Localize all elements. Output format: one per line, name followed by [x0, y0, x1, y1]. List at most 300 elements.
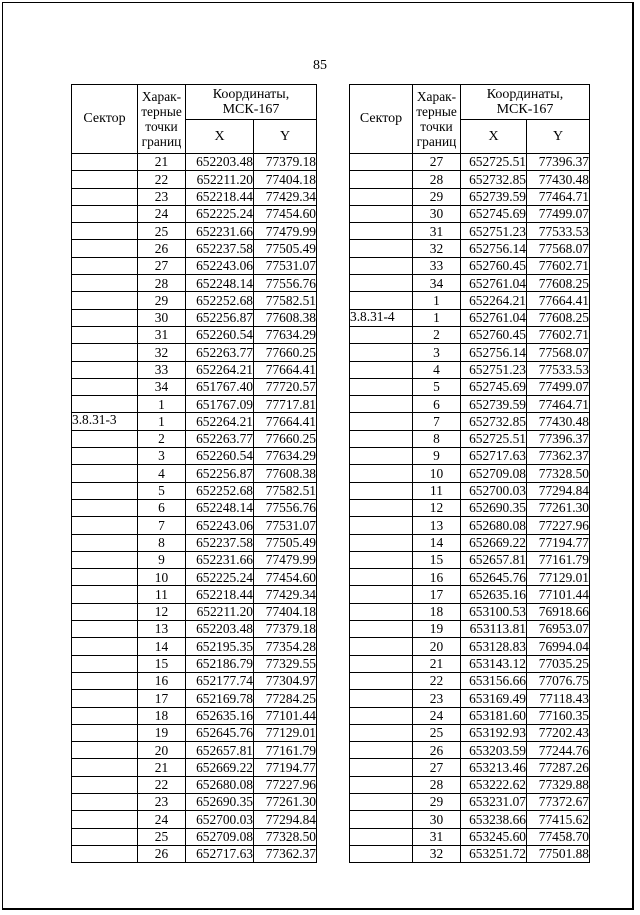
point-number-cell: 19 — [413, 621, 461, 638]
header-char-line-4: границ — [141, 134, 182, 149]
y-coordinate-cell: 77464.71 — [527, 188, 590, 205]
x-coordinate-cell: 652256.87 — [186, 309, 254, 326]
point-number-cell: 14 — [138, 638, 186, 655]
x-coordinate-cell: 653213.46 — [461, 759, 527, 776]
point-number-cell: 24 — [413, 707, 461, 724]
y-coordinate-cell: 77362.37 — [254, 845, 317, 862]
x-coordinate-cell: 652231.66 — [186, 551, 254, 568]
sector-cell — [350, 154, 413, 171]
sector-cell — [72, 759, 138, 776]
header-coord-line-1: Координаты, — [486, 87, 564, 102]
y-coordinate-cell: 77415.62 — [527, 811, 590, 828]
x-coordinate-cell: 652756.14 — [461, 240, 527, 257]
y-coordinate-cell: 77118.43 — [527, 690, 590, 707]
y-coordinate-cell: 77261.30 — [254, 793, 317, 810]
x-coordinate-cell: 652700.03 — [186, 811, 254, 828]
sector-cell: 3.8.31-3 — [72, 413, 138, 430]
y-coordinate-cell: 77602.71 — [527, 326, 590, 343]
point-number-cell: 9 — [138, 551, 186, 568]
x-coordinate-cell: 652657.81 — [186, 742, 254, 759]
point-number-cell: 6 — [413, 396, 461, 413]
point-number-cell: 15 — [413, 551, 461, 568]
y-coordinate-cell: 77129.01 — [254, 724, 317, 741]
table-row — [72, 292, 317, 309]
point-number-cell: 21 — [413, 655, 461, 672]
sector-cell — [350, 378, 413, 395]
header-sector: Сектор — [350, 85, 413, 154]
table-row — [72, 171, 317, 188]
sector-cell — [350, 551, 413, 568]
y-coordinate-cell: 77664.41 — [254, 361, 317, 378]
header-char-points — [138, 85, 186, 154]
point-number-cell: 17 — [413, 586, 461, 603]
y-coordinate-cell: 77101.44 — [527, 586, 590, 603]
x-coordinate-cell: 652732.85 — [461, 171, 527, 188]
y-coordinate-cell: 77404.18 — [254, 171, 317, 188]
y-coordinate-cell: 77634.29 — [254, 448, 317, 465]
sector-cell — [350, 845, 413, 862]
point-number-cell: 1 — [413, 309, 461, 326]
x-coordinate-cell: 652260.54 — [186, 448, 254, 465]
table-row — [350, 205, 590, 222]
table-row — [72, 240, 317, 257]
x-coordinate-cell: 652657.81 — [461, 551, 527, 568]
y-coordinate-cell: 77505.49 — [254, 240, 317, 257]
header-coord-line-1: Координаты, — [212, 87, 290, 102]
table-row — [350, 707, 590, 724]
y-coordinate-cell: 77202.43 — [527, 724, 590, 741]
sector-cell — [350, 690, 413, 707]
x-coordinate-cell: 652203.48 — [186, 621, 254, 638]
y-coordinate-cell: 77294.84 — [254, 811, 317, 828]
header-y: Y — [254, 120, 317, 154]
y-coordinate-cell: 77430.48 — [527, 171, 590, 188]
sector-cell — [350, 499, 413, 516]
sector-cell — [72, 828, 138, 845]
point-number-cell: 32 — [138, 344, 186, 361]
sector-cell — [72, 655, 138, 672]
x-coordinate-cell: 652745.69 — [461, 378, 527, 395]
point-number-cell: 8 — [138, 534, 186, 551]
point-number-cell: 2 — [413, 326, 461, 343]
point-number-cell: 23 — [138, 793, 186, 810]
y-coordinate-cell: 77533.53 — [527, 361, 590, 378]
point-number-cell: 26 — [138, 845, 186, 862]
y-coordinate-cell: 77035.25 — [527, 655, 590, 672]
x-coordinate-cell: 653100.53 — [461, 603, 527, 620]
table-row — [72, 326, 317, 343]
x-coordinate-cell: 653222.62 — [461, 776, 527, 793]
y-coordinate-cell: 77396.37 — [527, 430, 590, 447]
y-coordinate-cell: 77608.38 — [254, 465, 317, 482]
sector-cell — [72, 499, 138, 516]
table-row — [350, 724, 590, 741]
sector-cell — [72, 845, 138, 862]
table-row — [72, 828, 317, 845]
point-number-cell: 27 — [138, 257, 186, 274]
x-coordinate-cell: 653143.12 — [461, 655, 527, 672]
x-coordinate-cell: 652690.35 — [461, 499, 527, 516]
y-coordinate-cell: 77720.57 — [254, 378, 317, 395]
x-coordinate-cell: 652725.51 — [461, 430, 527, 447]
sector-cell — [350, 344, 413, 361]
y-coordinate-cell: 77660.25 — [254, 344, 317, 361]
y-coordinate-cell: 76953.07 — [527, 621, 590, 638]
y-coordinate-cell: 77372.67 — [527, 793, 590, 810]
x-coordinate-cell: 652732.85 — [461, 413, 527, 430]
point-number-cell: 31 — [138, 326, 186, 343]
y-coordinate-cell: 77261.30 — [527, 499, 590, 516]
header-char-line-4: границ — [416, 134, 457, 149]
x-coordinate-cell: 652760.45 — [461, 257, 527, 274]
point-number-cell: 34 — [413, 275, 461, 292]
x-coordinate-cell: 652717.63 — [186, 845, 254, 862]
point-number-cell: 22 — [138, 776, 186, 793]
point-number-cell: 20 — [138, 742, 186, 759]
x-coordinate-cell: 653128.83 — [461, 638, 527, 655]
y-coordinate-cell: 77328.50 — [254, 828, 317, 845]
point-number-cell: 28 — [138, 275, 186, 292]
x-coordinate-cell: 653245.60 — [461, 828, 527, 845]
table-row — [350, 240, 590, 257]
sector-cell — [72, 742, 138, 759]
point-number-cell: 10 — [413, 465, 461, 482]
x-coordinate-cell: 652218.44 — [186, 586, 254, 603]
table-row — [350, 845, 590, 862]
sector-cell — [350, 205, 413, 222]
x-coordinate-cell: 652169.78 — [186, 690, 254, 707]
y-coordinate-cell: 77379.18 — [254, 621, 317, 638]
point-number-cell: 30 — [413, 205, 461, 222]
y-coordinate-cell: 77304.97 — [254, 672, 317, 689]
x-coordinate-cell: 652669.22 — [461, 534, 527, 551]
point-number-cell: 18 — [413, 603, 461, 620]
x-coordinate-cell: 653231.07 — [461, 793, 527, 810]
point-number-cell: 24 — [138, 205, 186, 222]
point-number-cell: 12 — [138, 603, 186, 620]
sector-cell — [72, 603, 138, 620]
x-coordinate-cell: 652761.04 — [461, 275, 527, 292]
table-row — [72, 413, 317, 430]
table-row — [350, 793, 590, 810]
sector-cell — [350, 621, 413, 638]
x-coordinate-cell: 651767.09 — [186, 396, 254, 413]
y-coordinate-cell: 77430.48 — [527, 413, 590, 430]
sector-cell — [350, 724, 413, 741]
y-coordinate-cell: 77404.18 — [254, 603, 317, 620]
sector-cell — [72, 240, 138, 257]
point-number-cell: 18 — [138, 707, 186, 724]
table-row — [350, 309, 590, 326]
y-coordinate-cell: 77329.55 — [254, 655, 317, 672]
x-coordinate-cell: 652243.06 — [186, 517, 254, 534]
table-row — [350, 275, 590, 292]
table-row — [72, 482, 317, 499]
table-row — [350, 448, 590, 465]
table-row — [350, 378, 590, 395]
table-row — [72, 551, 317, 568]
table-row — [350, 690, 590, 707]
point-number-cell: 1 — [413, 292, 461, 309]
table-row — [72, 603, 317, 620]
sector-cell — [72, 223, 138, 240]
table-row — [350, 672, 590, 689]
table-row — [72, 672, 317, 689]
table-row — [72, 621, 317, 638]
table-row — [72, 465, 317, 482]
x-coordinate-cell: 653113.81 — [461, 621, 527, 638]
x-coordinate-cell: 652264.21 — [461, 292, 527, 309]
point-number-cell: 11 — [138, 586, 186, 603]
point-number-cell: 3 — [138, 448, 186, 465]
y-coordinate-cell: 77556.76 — [254, 275, 317, 292]
sector-cell — [72, 292, 138, 309]
y-coordinate-cell: 77227.96 — [254, 776, 317, 793]
sector-cell — [350, 430, 413, 447]
y-coordinate-cell: 77582.51 — [254, 292, 317, 309]
sector-cell — [72, 482, 138, 499]
header-char-line-2: терные — [141, 104, 182, 119]
x-coordinate-cell: 652751.23 — [461, 223, 527, 240]
y-coordinate-cell: 77660.25 — [254, 430, 317, 447]
point-number-cell: 13 — [413, 517, 461, 534]
table-row — [72, 223, 317, 240]
y-coordinate-cell: 76918.66 — [527, 603, 590, 620]
sector-cell — [72, 275, 138, 292]
point-number-cell: 14 — [413, 534, 461, 551]
x-coordinate-cell: 652211.20 — [186, 603, 254, 620]
header-char-line-1: Харак- — [141, 89, 182, 104]
y-coordinate-cell: 77531.07 — [254, 257, 317, 274]
coordinates-table-left — [71, 84, 317, 863]
point-number-cell: 4 — [138, 465, 186, 482]
point-number-cell: 1 — [138, 396, 186, 413]
sector-cell — [72, 154, 138, 171]
header-char-line-3: точки — [145, 119, 178, 134]
table-row — [72, 448, 317, 465]
table-row — [350, 482, 590, 499]
table-row — [350, 811, 590, 828]
x-coordinate-cell: 652237.58 — [186, 240, 254, 257]
table-row — [350, 326, 590, 343]
point-number-cell: 31 — [413, 223, 461, 240]
table-row — [72, 361, 317, 378]
x-coordinate-cell: 652203.48 — [186, 154, 254, 171]
y-coordinate-cell: 77499.07 — [527, 205, 590, 222]
table-row — [350, 621, 590, 638]
x-coordinate-cell: 652248.14 — [186, 499, 254, 516]
point-number-cell: 23 — [413, 690, 461, 707]
header-char-line-1: Харак- — [416, 89, 457, 104]
sector-cell — [72, 326, 138, 343]
point-number-cell: 9 — [413, 448, 461, 465]
sector-cell — [350, 171, 413, 188]
x-coordinate-cell: 652218.44 — [186, 188, 254, 205]
y-coordinate-cell: 77194.77 — [527, 534, 590, 551]
x-coordinate-cell: 652717.63 — [461, 448, 527, 465]
y-coordinate-cell: 77582.51 — [254, 482, 317, 499]
header-coordinates — [186, 85, 317, 120]
sector-cell — [72, 396, 138, 413]
point-number-cell: 1 — [138, 413, 186, 430]
point-number-cell: 22 — [138, 171, 186, 188]
table-row — [72, 586, 317, 603]
table-row — [72, 845, 317, 862]
sector-cell — [350, 240, 413, 257]
point-number-cell: 32 — [413, 240, 461, 257]
y-coordinate-cell: 77479.99 — [254, 223, 317, 240]
sector-cell — [350, 292, 413, 309]
y-coordinate-cell: 77479.99 — [254, 551, 317, 568]
x-coordinate-cell: 653169.49 — [461, 690, 527, 707]
x-coordinate-cell: 652256.87 — [186, 465, 254, 482]
sector-cell — [72, 344, 138, 361]
x-coordinate-cell: 653156.66 — [461, 672, 527, 689]
sector-cell — [72, 378, 138, 395]
y-coordinate-cell: 77608.38 — [254, 309, 317, 326]
y-coordinate-cell: 77076.75 — [527, 672, 590, 689]
sector-cell — [72, 309, 138, 326]
sector-cell — [72, 430, 138, 447]
x-coordinate-cell: 652700.03 — [461, 482, 527, 499]
y-coordinate-cell: 77362.37 — [527, 448, 590, 465]
header-char-line-2: терные — [416, 104, 457, 119]
sector-cell — [72, 205, 138, 222]
table-row — [350, 776, 590, 793]
y-coordinate-cell: 77454.60 — [254, 205, 317, 222]
sector-cell — [72, 361, 138, 378]
table-row — [72, 811, 317, 828]
x-coordinate-cell: 652237.58 — [186, 534, 254, 551]
point-number-cell: 5 — [138, 482, 186, 499]
table-row — [350, 603, 590, 620]
header-x: X — [461, 120, 527, 154]
point-number-cell: 27 — [413, 154, 461, 171]
table-body-right — [350, 154, 590, 863]
x-coordinate-cell: 652225.24 — [186, 569, 254, 586]
point-number-cell: 29 — [138, 292, 186, 309]
point-number-cell: 25 — [413, 724, 461, 741]
x-coordinate-cell: 653192.93 — [461, 724, 527, 741]
y-coordinate-cell: 77602.71 — [527, 257, 590, 274]
sector-cell — [72, 188, 138, 205]
sector-cell — [72, 690, 138, 707]
sector-cell — [350, 793, 413, 810]
coordinates-table-right — [349, 84, 590, 863]
table-row — [72, 638, 317, 655]
sector-cell — [350, 275, 413, 292]
x-coordinate-cell: 652195.35 — [186, 638, 254, 655]
sector-cell — [350, 257, 413, 274]
sector-cell — [350, 482, 413, 499]
y-coordinate-cell: 77227.96 — [527, 517, 590, 534]
table-row — [350, 396, 590, 413]
point-number-cell: 26 — [413, 742, 461, 759]
sector-cell — [350, 828, 413, 845]
y-coordinate-cell: 77608.25 — [527, 275, 590, 292]
point-number-cell: 19 — [138, 724, 186, 741]
point-number-cell: 21 — [138, 759, 186, 776]
point-number-cell: 25 — [138, 828, 186, 845]
header-y: Y — [527, 120, 590, 154]
x-coordinate-cell: 653181.60 — [461, 707, 527, 724]
x-coordinate-cell: 652263.77 — [186, 430, 254, 447]
sector-cell — [72, 793, 138, 810]
x-coordinate-cell: 652186.79 — [186, 655, 254, 672]
sector-cell — [350, 188, 413, 205]
sector-cell — [350, 361, 413, 378]
table-row — [72, 517, 317, 534]
sector-cell — [72, 638, 138, 655]
sector-cell — [350, 223, 413, 240]
x-coordinate-cell: 652739.59 — [461, 396, 527, 413]
sector-cell — [350, 413, 413, 430]
x-coordinate-cell: 652252.68 — [186, 482, 254, 499]
table-row — [72, 759, 317, 776]
sector-cell — [72, 517, 138, 534]
sector-cell — [72, 465, 138, 482]
table-row — [350, 586, 590, 603]
y-coordinate-cell: 77568.07 — [527, 344, 590, 361]
y-coordinate-cell: 77161.79 — [527, 551, 590, 568]
sector-cell — [72, 724, 138, 741]
y-coordinate-cell: 77531.07 — [254, 517, 317, 534]
y-coordinate-cell: 77396.37 — [527, 154, 590, 171]
table-row — [72, 257, 317, 274]
sector-cell — [350, 448, 413, 465]
sector-cell — [72, 776, 138, 793]
point-number-cell: 32 — [413, 845, 461, 862]
y-coordinate-cell: 77568.07 — [527, 240, 590, 257]
x-coordinate-cell: 652739.59 — [461, 188, 527, 205]
x-coordinate-cell: 652260.54 — [186, 326, 254, 343]
y-coordinate-cell: 77634.29 — [254, 326, 317, 343]
header-coord-line-2: МСК-167 — [496, 102, 554, 117]
x-coordinate-cell: 652645.76 — [461, 569, 527, 586]
x-coordinate-cell: 652635.16 — [461, 586, 527, 603]
sector-cell — [350, 396, 413, 413]
y-coordinate-cell: 77664.41 — [527, 292, 590, 309]
x-coordinate-cell: 653203.59 — [461, 742, 527, 759]
y-coordinate-cell: 77354.28 — [254, 638, 317, 655]
y-coordinate-cell: 77101.44 — [254, 707, 317, 724]
y-coordinate-cell: 77454.60 — [254, 569, 317, 586]
point-number-cell: 15 — [138, 655, 186, 672]
table-row — [72, 793, 317, 810]
x-coordinate-cell: 652252.68 — [186, 292, 254, 309]
sector-cell — [350, 534, 413, 551]
x-coordinate-cell: 653251.72 — [461, 845, 527, 862]
x-coordinate-cell: 652231.66 — [186, 223, 254, 240]
table-row — [72, 534, 317, 551]
y-coordinate-cell: 77429.34 — [254, 188, 317, 205]
x-coordinate-cell: 652263.77 — [186, 344, 254, 361]
sector-cell — [350, 742, 413, 759]
x-coordinate-cell: 652635.16 — [186, 707, 254, 724]
y-coordinate-cell: 77429.34 — [254, 586, 317, 603]
point-number-cell: 16 — [138, 672, 186, 689]
table-row — [72, 378, 317, 395]
point-number-cell: 3 — [413, 344, 461, 361]
table-row — [350, 430, 590, 447]
point-number-cell: 33 — [138, 361, 186, 378]
point-number-cell: 11 — [413, 482, 461, 499]
table-row — [350, 655, 590, 672]
y-coordinate-cell: 77458.70 — [527, 828, 590, 845]
table-row — [72, 309, 317, 326]
point-number-cell: 26 — [138, 240, 186, 257]
point-number-cell: 20 — [413, 638, 461, 655]
